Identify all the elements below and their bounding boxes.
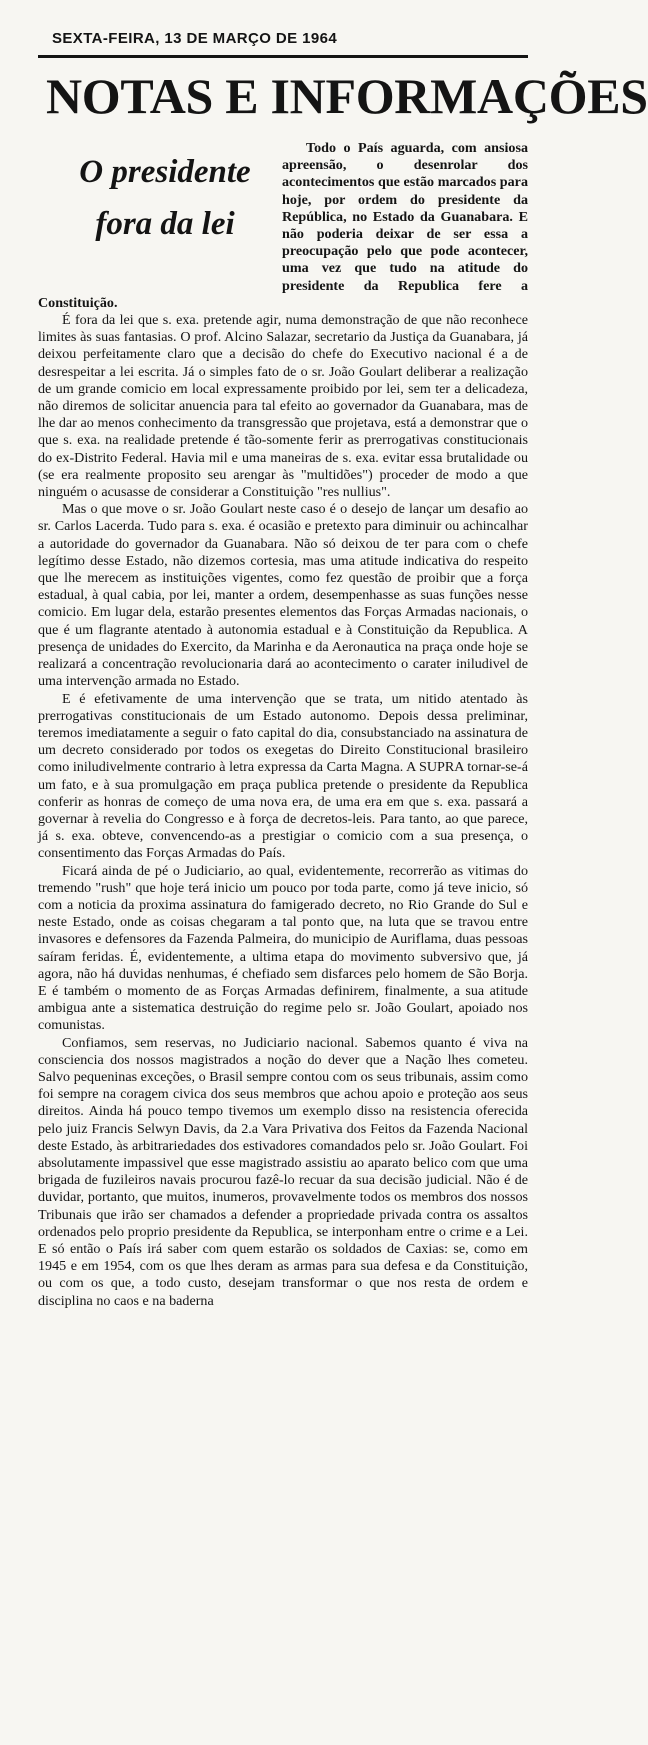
article — [38, 140, 528, 1310]
header-rule — [38, 55, 528, 58]
article-paragraph-3: E é efetivamente de uma intervenção que se trata, um nitido atentado às prerrogativas constitucionais de um Estado autonomo. Depois dessa preliminar, teremos imediatamente a seguir o fato capital do dia, consubstanciado na assinatura de um decreto considerado por todos os exegetas do Direito Constitucional brasileiro como iniludivelmente contrario à letra expressa da Carta Magna. A SUPRA tornar-se-á um fato, e à sua promulgação em praça publica pretende o presidente da Republica conferir as honras de começo de uma nova era, de uma era em que s. exa. passará a governar à revelia do Congresso e à força de decretos-leis. Para tanto, ao que parece, já s. exa. obteve, convencendo-as a prestigiar o comicio com a sua presença, o consentimento das Forças Armadas do País. — [38, 690, 528, 862]
article-paragraph-1: É fora da lei que s. exa. pretende agir, numa demonstração de que não reconhece limites às suas fantasias. O prof. Alcino Salazar, secretario da Justiça da Guanabara, já deixou perfeitamente claro que a decisão do chefe do Executivo nacional é a de desrespeitar a lei escrita. Já o simples fato de o sr. João Goulart deliberar a realização de um grande comicio em local expressamente proibido por lei, sem ter a delicadeza, não diremos de solicitar anuencia para tal efeito ao governador da Guanabara, mas de lhe dar ao menos conhecimento da transgressão que projetava, está a demonstrar que o que s. exa. na realidade pretende é tão-somente ferir as prerrogativas constitucionais do ex-Distrito Federal. Havia mil e uma maneiras de s. exa. evitar essa brutalidade ou (se era realmente proposito seu arengar às "multidões") proceder de modo a que ninguém o acusasse de considerar a Constituição "res nullius". — [38, 312, 528, 501]
article-title-line-1: O presidente — [79, 154, 251, 190]
section-title: NOTAS E INFORMAÇÕES — [46, 68, 648, 124]
article-paragraph-4: Ficará ainda de pé o Judiciario, ao qual, evidentemente, recorrerão as vitimas do tremendo "rush" que hoje terá inicio um pouco por toda parte, como já teve inicio, só com a noticia da proxima assinatura do famigerado decreto, no Rio Grande do Sul e neste Estado, onde as coisas chegaram a tal ponto que, na luta que se travou entre invasores e defensores da Fazenda Palmeira, do municipio de Auriflama, duas pessoas saíram feridas. É, evidentemente, a ultima etapa do movimento subversivo que, já agora, não há duvidas nenhumas, é chefiado sem disfarces pelo homem de São Borja. E é também o momento de as Forças Armadas definirem, finalmente, a sua atitude ambigua ante a sistematica destruição do regime pelo sr. João Goulart, apoiado nos comunistas. — [38, 862, 528, 1034]
article-title-line-2: fora da lei — [95, 206, 235, 242]
article-paragraph-2: Mas o que move o sr. João Goulart neste caso é o desejo de lançar um desafio ao sr. Carlos Lacerda. Tudo para s. exa. é ocasião e pretexto para diminuir ou achincalhar a autoridade do governador da Guanabara. Não só deixou de ter para com o chefe legítimo desse Estado, não dizemos cortesia, mas uma atitude indicativa do respeito que lhe merecem as instituições vigentes, como fez questão de proibir que a força estadual, à qual cabia, por lei, manter a ordem, desempenhasse as suas funções nesse comicio. Em lugar dela, estarão presentes elementos das Forças Armadas nacionais, o que é um flagrante atentado à autonomia estadual e à Constituição da Republica. A presença de unidades do Exercito, da Marinha e da Aeronautica na praça onde hoje se realizará a concentração revolucionaria dará ao acontecimento o carater iniludivel de uma intervenção armada no Estado. — [38, 501, 528, 690]
article-title — [60, 146, 270, 276]
dateline: SEXTA-FEIRA, 13 DE MARÇO DE 1964 — [52, 30, 338, 47]
article-intro: Todo o País aguarda, com ansiosa apreensão, o desenrolar dos acontecimentos que estão marcados para hoje, por ordem do presidente da República, no Estado da Guanabara. E não poderia deixar de ser essa a preocupação pelo que pode acontecer, uma vez que tudo na atitude do presidente da Republica fere a Constituição. — [38, 140, 528, 311]
article-paragraph-5: Confiamos, sem reservas, no Judiciario nacional. Sabemos quanto é viva na consciencia dos nossos magistrados a noção do dever que a Nação lhes cometeu. Salvo pequeninas exceções, o Brasil sempre contou com os seus tribunais, assim como foi sempre na coragem civica dos seus membros que achou apoio e proteção aos seus direitos. Ainda há pouco tempo tivemos um exemplo disso na resistencia oferecida pelo juiz Francis Selwyn Davis, da 2.a Vara Privativa dos Feitos da Fazenda Nacional deste Estado, às arbitrariedades dos estivadores comandados pelo sr. João Goulart. Foi absolutamente impassivel que esse magistrado assistiu ao aparato belico com que uma brigada de fuzileiros navais procurou fazê-lo recuar da sua decisão judicial. Não é de duvidar, portanto, que muitos, inumeros, provavelmente todos os membros dos nossos Tribunais que irão ser chamados a defender a propriedade privada contra os assaltos ordenados pelo proprio presidente da Republica, se interponham entre o crime e a Lei. E só então o País irá saber com quem estarão os soldados de Caxias: se, como em 1945 e em 1954, com os que lhes deram as armas para sua defesa e da Constituição, ou com os que, a todo custo, desejam transformar o que nos resta de ordem e disciplina no caos e na baderna — [38, 1034, 528, 1309]
